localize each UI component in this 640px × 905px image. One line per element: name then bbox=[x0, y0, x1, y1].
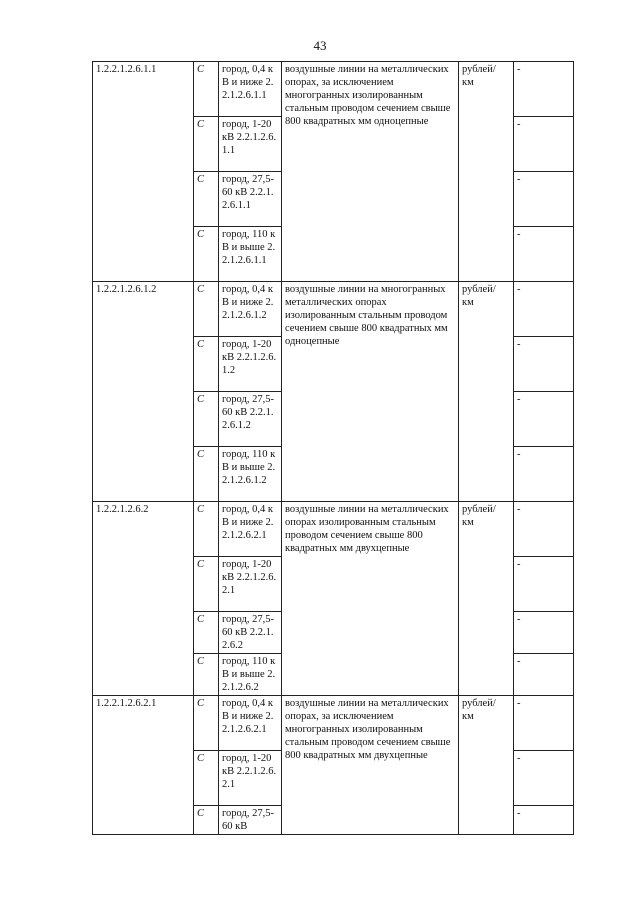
row-value: - bbox=[514, 447, 574, 502]
voltage-level: город, 110 кВ и выше 2.2.1.2.6.1.2 bbox=[219, 447, 282, 502]
row-letter: С bbox=[194, 654, 219, 696]
voltage-level: город, 0,4 кВ и ниже 2.2.1.2.6.1.1 bbox=[219, 62, 282, 117]
row-description: воздушные линии на многогранных металлических опорах изолированным стальным проводом сечением свыше 800 квадратных мм одноцепные bbox=[282, 282, 459, 502]
voltage-level: город, 1-20 кВ 2.2.1.2.6.2.1 bbox=[219, 557, 282, 612]
table-row bbox=[93, 502, 574, 557]
voltage-level: город, 110 кВ и выше 2.2.1.2.6.1.1 bbox=[219, 227, 282, 282]
voltage-level: город, 0,4 кВ и ниже 2.2.1.2.6.1.2 bbox=[219, 282, 282, 337]
voltage-level: город, 0,4 кВ и ниже 2.2.1.2.6.2.1 bbox=[219, 696, 282, 751]
voltage-level: город, 27,5-60 кВ 2.2.1.2.6.1.1 bbox=[219, 172, 282, 227]
row-letter: С bbox=[194, 502, 219, 557]
row-letter: С bbox=[194, 117, 219, 172]
table-row bbox=[93, 282, 574, 337]
row-value: - bbox=[514, 502, 574, 557]
row-description: воздушные линии на металлических опорах, за исключением многогранных изолированным стальным проводом сечением свыше 800 квадратных мм одноцепные bbox=[282, 62, 459, 282]
row-value: - bbox=[514, 227, 574, 282]
row-letter: С bbox=[194, 282, 219, 337]
voltage-level: город, 27,5-60 кВ 2.2.1.2.6.2 bbox=[219, 612, 282, 654]
row-value: - bbox=[514, 392, 574, 447]
row-unit: рублей/ км bbox=[459, 502, 514, 696]
row-letter: С bbox=[194, 172, 219, 227]
row-value: - bbox=[514, 654, 574, 696]
page-number: 43 bbox=[313, 38, 327, 53]
row-description: воздушные линии на металлических опорах, за исключением многогранных изолированным стальным проводом сечением свыше 800 квадратных мм двухцепные bbox=[282, 696, 459, 835]
row-letter: С bbox=[194, 557, 219, 612]
row-value: - bbox=[514, 337, 574, 392]
row-code: 1.2.2.1.2.6.2.1 bbox=[93, 696, 194, 835]
row-letter: С bbox=[194, 751, 219, 806]
row-letter: С bbox=[194, 806, 219, 835]
row-letter: С bbox=[194, 227, 219, 282]
row-value: - bbox=[514, 806, 574, 835]
row-value: - bbox=[514, 117, 574, 172]
row-unit: рублей/ км bbox=[459, 62, 514, 282]
voltage-level: город, 0,4 кВ и ниже 2.2.1.2.6.2.1 bbox=[219, 502, 282, 557]
row-value: - bbox=[514, 172, 574, 227]
row-letter: С bbox=[194, 392, 219, 447]
table-row bbox=[93, 696, 574, 751]
row-value: - bbox=[514, 557, 574, 612]
row-code: 1.2.2.1.2.6.1.1 bbox=[93, 62, 194, 282]
row-unit: рублей/ км bbox=[459, 696, 514, 835]
row-value: - bbox=[514, 751, 574, 806]
row-value: - bbox=[514, 612, 574, 654]
voltage-level: город, 27,5-60 кВ 2.2.1.2.6.1.2 bbox=[219, 392, 282, 447]
voltage-level: город, 27,5-60 кВ bbox=[219, 806, 282, 835]
row-description: воздушные линии на металлических опорах изолированным стальным проводом сечением свыше 800 квадратных мм двухцепные bbox=[282, 502, 459, 696]
row-code: 1.2.2.1.2.6.2 bbox=[93, 502, 194, 696]
row-unit: рублей/ км bbox=[459, 282, 514, 502]
voltage-level: город, 1-20 кВ 2.2.1.2.6.1.2 bbox=[219, 337, 282, 392]
row-letter: С bbox=[194, 337, 219, 392]
row-value: - bbox=[514, 62, 574, 117]
row-letter: С bbox=[194, 696, 219, 751]
row-letter: С bbox=[194, 447, 219, 502]
voltage-level: город, 1-20 кВ 2.2.1.2.6.1.1 bbox=[219, 117, 282, 172]
row-letter: С bbox=[194, 612, 219, 654]
tariff-table bbox=[92, 61, 574, 835]
row-value: - bbox=[514, 696, 574, 751]
row-value: - bbox=[514, 282, 574, 337]
row-code: 1.2.2.1.2.6.1.2 bbox=[93, 282, 194, 502]
voltage-level: город, 1-20 кВ 2.2.1.2.6.2.1 bbox=[219, 751, 282, 806]
row-letter: С bbox=[194, 62, 219, 117]
table-row bbox=[93, 62, 574, 117]
voltage-level: город, 110 кВ и выше 2.2.1.2.6.2 bbox=[219, 654, 282, 696]
